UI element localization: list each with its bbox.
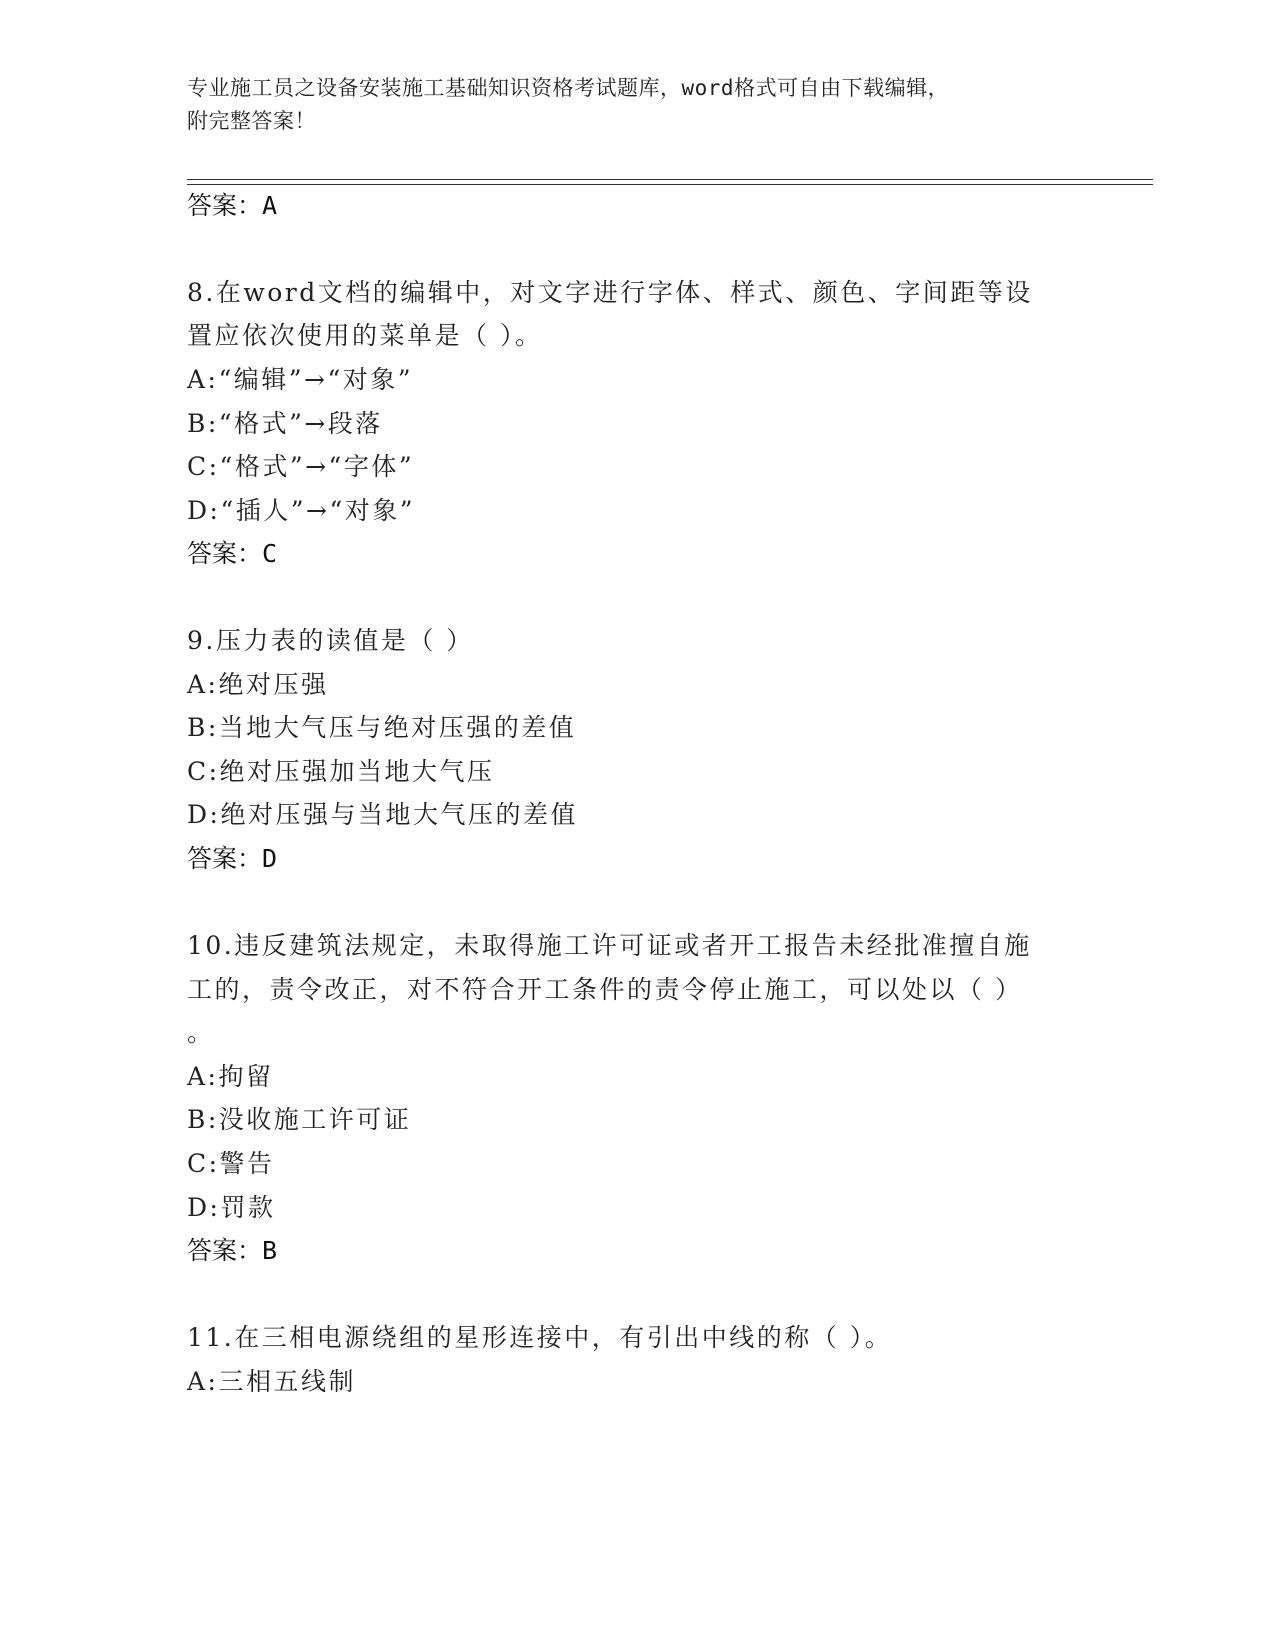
header-divider-top bbox=[187, 179, 1153, 180]
question-9-option-a: A:绝对压强 bbox=[187, 670, 329, 699]
question-8-option-d: D:“插人”→“对象” bbox=[187, 496, 416, 525]
answer-value: D bbox=[262, 844, 278, 873]
question-10-answer bbox=[187, 1231, 277, 1267]
answer-label: 答案： bbox=[187, 191, 263, 220]
question-9-option-c: C:绝对压强加当地大气压 bbox=[187, 757, 495, 786]
question-8-answer bbox=[187, 534, 277, 570]
question-9-option-b: B:当地大气压与绝对压强的差值 bbox=[187, 713, 577, 742]
document-header bbox=[187, 72, 1067, 138]
question-10-option-b: B:没收施工许可证 bbox=[187, 1105, 412, 1134]
question-10-option-d: D:罚款 bbox=[187, 1193, 276, 1222]
answer-line-prev bbox=[187, 186, 277, 222]
question-11-line-1: 11.在三相电源绕组的星形连接中，有引出中线的称（ ）。 bbox=[187, 1323, 893, 1352]
question-9-line-1: 9.压力表的读值是（ ） bbox=[187, 626, 474, 655]
question-10-line-3: 。 bbox=[187, 1018, 215, 1047]
question-11-option-a: A:三相五线制 bbox=[187, 1367, 356, 1396]
question-10-option-a: A:拘留 bbox=[187, 1062, 274, 1091]
question-10-line-2: 工的，责令改正，对不符合开工条件的责令停止施工，可以处以（ ） bbox=[187, 975, 1023, 1004]
answer-value: A bbox=[262, 191, 278, 220]
question-9-option-d: D:绝对压强与当地大气压的差值 bbox=[187, 800, 578, 829]
header-divider-bottom bbox=[187, 184, 1153, 185]
header-line-2: 附完整答案！ bbox=[187, 109, 316, 133]
answer-label: 答案： bbox=[187, 1236, 263, 1265]
header-line-1: 专业施工员之设备安装施工基础知识资格考试题库，word格式可自由下载编辑， bbox=[187, 76, 950, 100]
question-8-option-a: A:“编辑”→“对象” bbox=[187, 365, 414, 394]
question-8-option-c: C:“格式”→“字体” bbox=[187, 452, 415, 481]
question-10-line-1: 10.违反建筑法规定，未取得施工许可证或者开工报告未经批准擅自施 bbox=[187, 931, 1032, 960]
question-8-line-2: 置应依次使用的菜单是（ ）。 bbox=[187, 321, 543, 350]
question-10-option-c: C:警告 bbox=[187, 1149, 275, 1178]
question-8-line-1: 8.在word文档的编辑中，对文字进行字体、样式、颜色、字间距等设 bbox=[187, 278, 1033, 307]
question-9-answer bbox=[187, 839, 277, 875]
question-8-option-b: B:“格式”→段落 bbox=[187, 409, 383, 438]
answer-label: 答案： bbox=[187, 539, 263, 568]
answer-label: 答案： bbox=[187, 844, 263, 873]
answer-value: C bbox=[262, 539, 278, 568]
answer-value: B bbox=[262, 1236, 278, 1265]
